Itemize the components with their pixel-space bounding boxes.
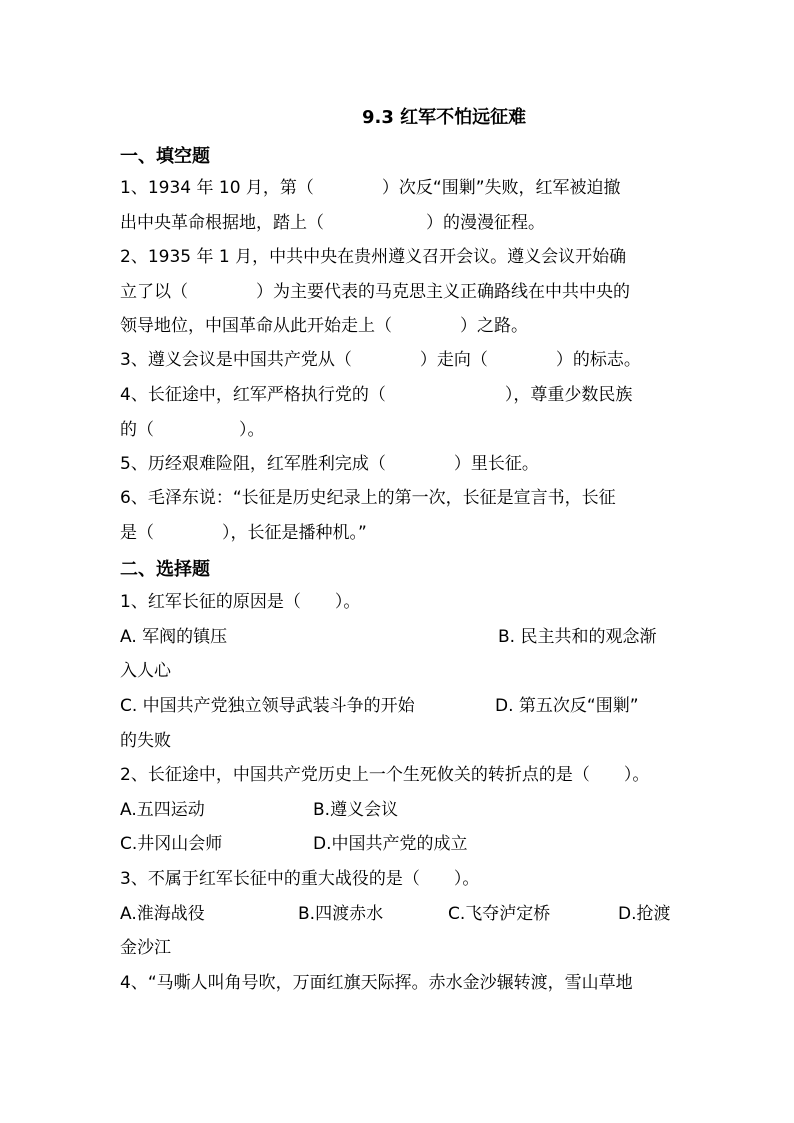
section-heading-fill-blank: 一、填空题	[120, 146, 210, 167]
fill-blank-line: 立了以（ ）为主要代表的马克思主义正确路线在中共中央的	[120, 282, 630, 302]
option-d: D.抢渡	[618, 904, 671, 924]
option-d-continued: 金沙江	[120, 938, 171, 958]
option-b-continued: 入人心	[120, 661, 171, 681]
option-c: C.井冈山会师	[120, 834, 223, 854]
question-stem: 2、长征途中，中国共产党历史上一个生死攸关的转折点的是（ ）。	[120, 765, 650, 785]
fill-blank-line: 5、历经艰难险阻，红军胜利完成（ ）里长征。	[120, 454, 539, 474]
fill-blank-line: 是（ ），长征是播种机。”	[120, 523, 367, 543]
option-d: D.中国共产党的成立	[313, 834, 468, 854]
question-stem: 4、“马嘶人叫角号吹，万面红旗天际挥。赤水金沙辗转渡，雪山草地	[120, 973, 633, 993]
option-a: A.五四运动	[120, 800, 205, 820]
option-b: B. 民主共和的观念渐	[498, 627, 657, 647]
fill-blank-line: 1、1934 年 10 月，第（ ）次反“围剿”失败，红军被迫撤	[120, 178, 621, 198]
option-b: B.四渡赤水	[298, 904, 384, 924]
fill-blank-line: 3、遵义会议是中国共产党从（ ）走向（ ）的标志。	[120, 350, 641, 370]
option-a: A.淮海战役	[120, 904, 205, 924]
page-title: 9.3 红军不怕远征难	[362, 107, 527, 128]
question-stem: 3、不属于红军长征中的重大战役的是（ ）。	[120, 869, 480, 889]
option-d-continued: 的失败	[120, 731, 171, 751]
fill-blank-line: 领导地位，中国革命从此开始走上（ ）之路。	[120, 316, 528, 336]
option-c: C. 中国共产党独立领导武装斗争的开始	[120, 696, 415, 716]
option-c: C.飞夺泸定桥	[448, 904, 551, 924]
option-d: D. 第五次反“围剿”	[495, 696, 639, 716]
fill-blank-line: 的（ ）。	[120, 420, 265, 440]
option-b: B.遵义会议	[313, 800, 399, 820]
fill-blank-line: 出中央革命根据地，踏上（ ）的漫漫征程。	[120, 213, 545, 233]
fill-blank-line: 2、1935 年 1 月，中共中央在贵州遵义召开会议。遵义会议开始确	[120, 247, 627, 267]
fill-blank-line: 6、毛泽东说：“长征是历史纪录上的第一次，长征是宣言书，长征	[120, 488, 616, 508]
question-stem: 1、红军长征的原因是（ ）。	[120, 592, 361, 612]
fill-blank-line: 4、长征途中，红军严格执行党的（ ），尊重少数民族	[120, 385, 633, 405]
section-heading-multiple-choice: 二、选择题	[120, 559, 210, 580]
option-a: A. 军阀的镇压	[120, 627, 228, 647]
